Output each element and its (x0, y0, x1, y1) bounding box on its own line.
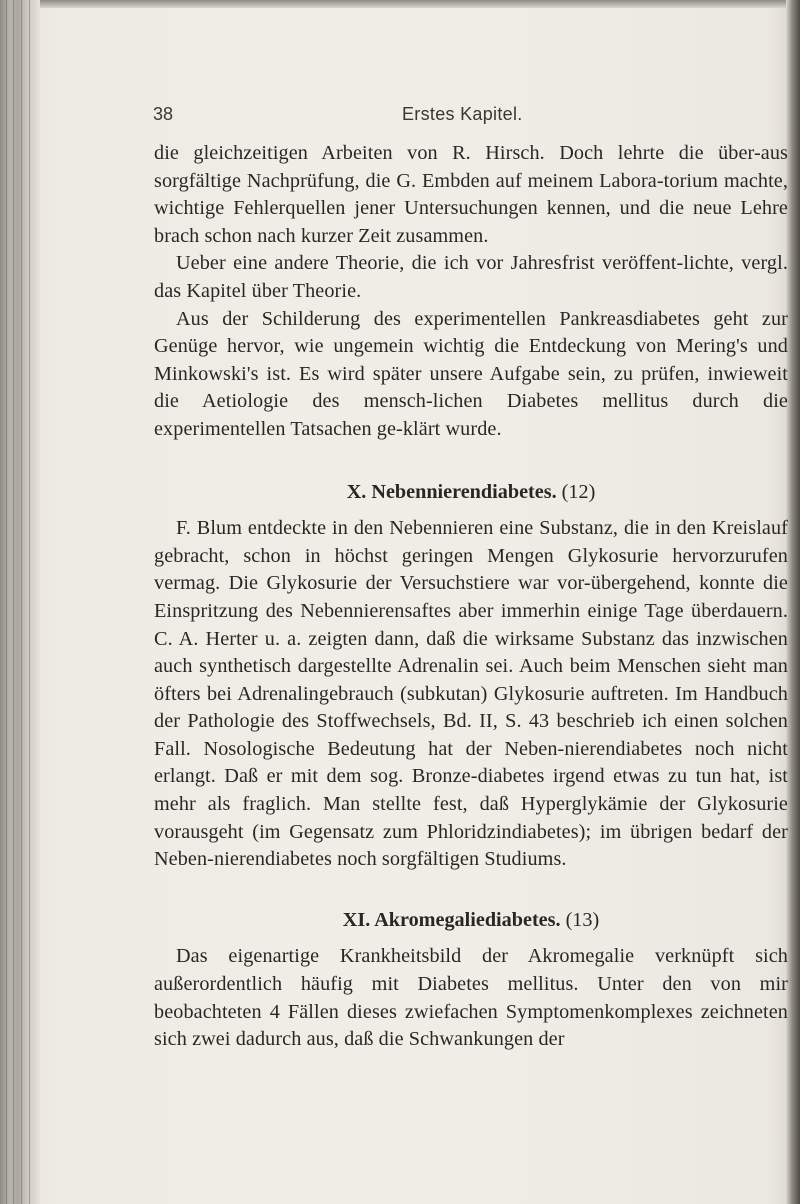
section-numeral: X. (346, 480, 367, 503)
section-numeral: XI. (342, 908, 371, 931)
spine-line (6, 0, 7, 1204)
page-header (153, 104, 653, 126)
spine-line (21, 0, 22, 1204)
page-right-edge (786, 0, 800, 1204)
paragraph: Ueber eine andere Theorie, die ich vor Jahresfrist veröffent-lichte, vergl. das Kapitel über Theorie. (154, 252, 788, 302)
section-title: Akromegaliediabetes. (374, 908, 561, 931)
page-number: 38 (153, 104, 174, 124)
section-heading (154, 479, 788, 507)
running-head: Erstes Kapitel. (402, 104, 523, 124)
section-reference: (13) (565, 908, 600, 931)
paragraph: die gleichzeitigen Arbeiten von R. Hirsch. Doch lehrte die über-aus sorgfältige Nachprüfung, die G. Embden auf meinem Labora-torium machte, wichtige Fehlerquellen jener Untersuchungen kennen, und die neue Lehre brach schon nach kurzer Zeit zusammen. (154, 142, 788, 247)
section-heading-wrapper (154, 907, 788, 935)
spine-line (13, 0, 14, 1204)
paragraph: Aus der Schilderung des experimentellen Pankreasdiabetes geht zur Genüge hervor, wie ungemein wichtig die Entdeckung von Mering's und Minkowski's ist. Es wird später unsere Aufgabe sein, zu prüfen, inwieweit die Aetiologie des mensch-lichen Diabetes mellitus durch die experimentellen Tatsachen ge-klärt wurde. (154, 307, 788, 440)
section-reference: (12) (561, 480, 596, 503)
paragraph: Das eigenartige Krankheitsbild der Akromegalie verknüpft sich außerordentlich häufig mit Diabetes mellitus. Unter den von mir beobachteten 4 Fällen dieses zwiefachen Symptomenkomplexes zeichneten sich zwei dadurch aus, daß die Schwankungen der (154, 945, 788, 1051)
spine-line (29, 0, 30, 1204)
paragraph: F. Blum entdeckte in den Nebennieren eine Substanz, die in den Kreislauf gebracht, schon in höchst geringen Mengen Glykosurie hervorzurufen vermag. Die Glykosurie der Versuchstiere war vor-übergehend, konnte die Einspritzung des Nebennierensaftes aber immerhin einige Tage überdauern. C. A. Herter u. a. zeigten dann, daß die wirksame Substanz das inzwischen auch synthetisch dargestellte Adrenalin sei. Auch beim Menschen sieht man öfters bei Adrenalingebrauch (subkutan) Glykosurie auftreten. Im Handbuch der Pathologie des Stoffwechsels, Bd. II, S. 43 beschrieb ich einen solchen Fall. Nosologische Bedeutung hat der Neben-nierendiabetes noch nicht erlangt. Daß er mit dem sog. Bronze-diabetes irgend etwas zu tun hat, ist mehr als fraglich. Man stellte fest, daß Hyperglykämie der Glykosurie vorausgeht (im Gegensatz zum Phloridzindiabetes); im übrigen bedarf der Neben-nierendiabetes noch sorgfältigen Studiums. (154, 517, 788, 871)
section-title: Nebennierendiabetes. (371, 480, 557, 503)
page-top-edge (40, 0, 786, 8)
section-heading-wrapper (154, 479, 788, 507)
book-spine (0, 0, 40, 1204)
section-heading (154, 907, 788, 935)
body-text (154, 140, 788, 1054)
